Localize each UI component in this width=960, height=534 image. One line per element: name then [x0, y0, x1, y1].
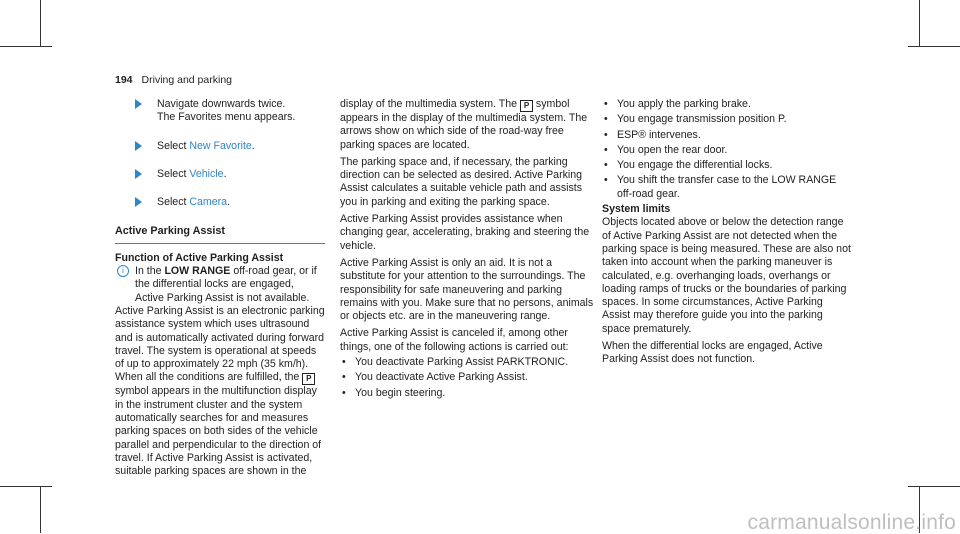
step-arrow-icon [135, 169, 142, 179]
note-text: In the [135, 265, 165, 278]
info-icon: i [117, 265, 129, 277]
list-item: • ESP® intervenes. [602, 129, 852, 142]
parking-assist-icon: P [520, 100, 533, 112]
crop-mark [0, 486, 52, 487]
watermark-link[interactable]: carmanualsonline.info [747, 510, 956, 534]
description-paragraph: Active Parking Assist is only an aid. It is not a substitute for your attention to the surroundings. The responsibility for safe maneuvering and parking remains with you. Make sure that no persons, animals or objects etc. are in the maneuvering range. [340, 256, 594, 323]
step-text: Navigate downwards twice. [157, 98, 286, 110]
function-heading: Function of Active Parking Assist [115, 251, 284, 264]
list-item: • You shift the transfer case to the LOW RANGE off-road gear. [602, 174, 852, 201]
description-paragraph [340, 98, 600, 152]
crop-mark [40, 486, 41, 533]
column-right [602, 98, 852, 367]
step-punct: . [227, 196, 231, 209]
step-arrow-icon [135, 141, 142, 151]
info-note [115, 265, 325, 305]
paragraph-text: symbol appears in the display of the multimedia system. The arrows show on which side of the road-way free parking spaces are located. [340, 98, 588, 151]
list-item: • You apply the parking brake. [602, 98, 852, 111]
column-middle [340, 98, 600, 402]
step-arrow-icon [135, 197, 142, 207]
crop-mark [908, 486, 960, 487]
description-paragraph: Active Parking Assist provides assistance when changing gear, accelerating, braking and steering the vehicle. [340, 213, 590, 252]
menu-item-vehicle[interactable]: Vehicle [189, 167, 224, 180]
crop-mark [0, 46, 52, 47]
description-paragraph: Objects located above or below the detection range of Active Parking Assist are not detected when the parking space is being measured. These are also not taken into account when the parking maneuver is calculated, e.g. overhanging loads, overhangs or loading ramps of trucks or the boundaries of parking spaces. In some circumstances, Active Parking Assist may therefore guide you into the parking space prematurely. [602, 216, 851, 335]
step-text: Select [157, 196, 190, 209]
crop-mark [919, 0, 920, 47]
paragraph-text: Active Parking Assist is an electronic parking assistance system which uses ultrasound and is automatically activated during forward travel. The system is operational at speeds of up to approximately 22 mph (35 km/h). When all the conditions are fulfilled, the [115, 304, 325, 384]
column-left [115, 98, 325, 479]
cancel-conditions-list [602, 98, 852, 201]
description-paragraph [115, 305, 325, 479]
list-item: • You engage transmission position P. [602, 113, 852, 126]
list-item: • You deactivate Active Parking Assist. [340, 371, 600, 384]
crop-mark [40, 0, 41, 47]
parking-assist-icon: P [302, 373, 315, 385]
system-limits-heading: System limits [602, 203, 671, 216]
step-punct: . [223, 167, 227, 180]
list-item: • You deactivate Parking Assist PARKTRONIC. [340, 356, 600, 369]
list-item: • You begin steering. [340, 387, 600, 400]
step-item [115, 98, 325, 125]
paragraph-text: symbol appears in the multifunction display in the instrument cluster and the system automatically searches for and measures parking spaces on both sides of the vehicle parallel and perpendicular to the direction of travel. If Active Parking Assist is activated, suitable parking spaces are shown in the [115, 385, 322, 478]
description-paragraph: The parking space and, if necessary, the parking direction can be selected as desired. Active Parking Assist calculates a suitable vehicle path and assists you in parking and exiting the parking space. [340, 155, 583, 208]
step-item [115, 168, 325, 181]
step-punct: . [251, 139, 255, 152]
step-arrow-icon [135, 99, 142, 109]
page-number: 194 [115, 74, 133, 86]
description-paragraph: When the differential locks are engaged, Active Parking Assist does not function. [602, 340, 823, 366]
step-result: The Favorites menu appears. [157, 111, 296, 124]
section-title: Active Parking Assist [115, 225, 325, 243]
step-text: Select [157, 167, 190, 180]
note-bold: LOW RANGE [164, 265, 231, 278]
list-item: • You engage the differential locks. [602, 159, 852, 172]
menu-item-camera[interactable]: Camera [189, 196, 228, 209]
step-text: Select [157, 139, 190, 152]
step-item [115, 140, 325, 153]
page-header [115, 74, 232, 87]
paragraph-text: display of the multimedia system. The [340, 98, 520, 110]
list-item: • You open the rear door. [602, 144, 852, 157]
note-text: off-road gear, or if the differential locks are engaged, Active Parking Assist is not available. [135, 265, 317, 304]
crop-mark [908, 46, 960, 47]
step-item [115, 196, 325, 209]
chapter-title: Driving and parking [141, 74, 232, 86]
cancel-conditions-list [340, 356, 600, 400]
menu-item-new-favorite[interactable]: New Favorite [189, 139, 252, 152]
description-paragraph: Active Parking Assist is canceled if, among other things, one of the following actions is carried out: [340, 327, 569, 353]
